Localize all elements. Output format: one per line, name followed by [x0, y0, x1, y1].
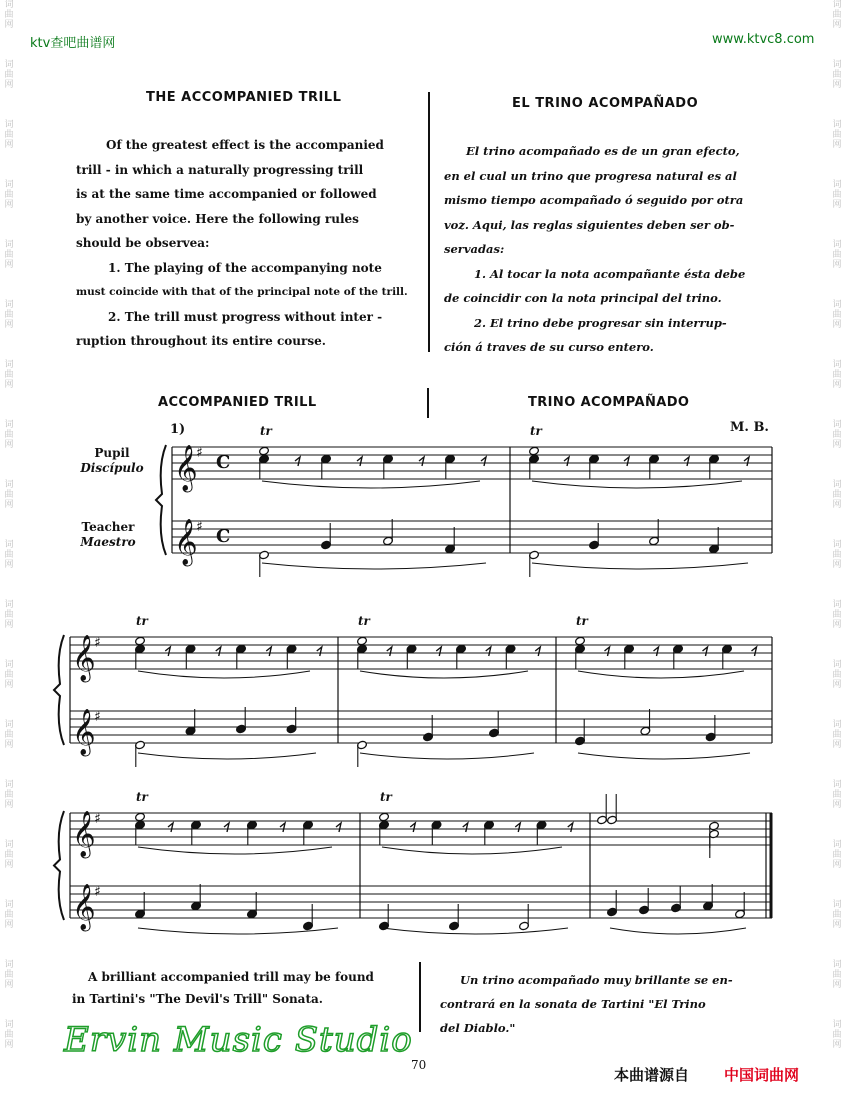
- eighth-rest: [387, 647, 392, 656]
- side-watermark-char: 曲: [4, 370, 14, 380]
- side-watermark-char: 曲: [4, 490, 14, 500]
- eighth-rest: [535, 647, 540, 656]
- eighth-rest: [295, 457, 300, 466]
- footer-es-line: contrará en la sonata de Tartini "El Trino: [440, 997, 706, 1011]
- trill-mark: tr: [136, 790, 148, 804]
- english-rule2-line: ruption throughout its entire course.: [76, 334, 326, 348]
- slur: [578, 671, 744, 678]
- side-watermark-char: 词: [832, 540, 842, 550]
- side-watermark-char: 词: [832, 120, 842, 130]
- note-head: [135, 812, 146, 821]
- treble-clef: 𝄞: [174, 519, 198, 565]
- side-watermark-char: 词: [832, 420, 842, 430]
- side-watermark-char: 词: [4, 900, 14, 910]
- side-watermark-char: 网: [832, 560, 842, 570]
- key-signature-sharp: ♯: [94, 884, 101, 900]
- time-signature: C: [216, 526, 231, 547]
- trill-mark: tr: [260, 424, 272, 438]
- side-watermark-char: 网: [832, 80, 842, 90]
- side-watermark-char: 曲: [4, 130, 14, 140]
- side-watermark-char: 曲: [832, 190, 842, 200]
- spanish-rule2-line: 2. El trino debe progresar sin interrup-: [474, 315, 727, 330]
- side-watermark-char: 曲: [4, 550, 14, 560]
- side-watermark-char: 词: [4, 840, 14, 850]
- side-watermark-char: 词: [4, 540, 14, 550]
- slur: [138, 847, 332, 854]
- treble-clef: 𝄞: [72, 635, 96, 681]
- side-watermark-char: 曲: [832, 370, 842, 380]
- side-watermark-char: 网: [4, 80, 14, 90]
- slur: [382, 847, 562, 854]
- footer-note-en: [72, 966, 374, 1010]
- trill-mark: tr: [530, 424, 542, 438]
- side-watermark-char: 曲: [832, 790, 842, 800]
- note-head: [575, 636, 586, 645]
- side-watermark-char: 词: [4, 660, 14, 670]
- side-watermark-char: 词: [832, 480, 842, 490]
- side-watermark-char: 词: [832, 840, 842, 850]
- footer-es-line: Un trino acompañado muy brillante se en-: [460, 973, 733, 987]
- eighth-rest: [357, 457, 362, 466]
- side-watermark-char: 曲: [832, 250, 842, 260]
- eighth-rest: [168, 823, 173, 832]
- slur: [360, 671, 528, 678]
- music-title-es: TRINO ACOMPAÑADO: [528, 395, 690, 410]
- side-watermark-char: 曲: [832, 70, 842, 80]
- side-watermark-char: 词: [4, 120, 14, 130]
- eighth-rest: [410, 823, 415, 832]
- english-intro-line: Of the greatest effect is the accompanied: [106, 138, 384, 152]
- side-watermark-char: 网: [4, 740, 14, 750]
- side-watermark-char: 词: [832, 360, 842, 370]
- english-intro-line: trill - in which a naturally progressing trill: [76, 162, 364, 177]
- treble-clef: 𝄞: [72, 884, 96, 930]
- eighth-rest: [280, 823, 285, 832]
- side-watermark-char: 曲: [4, 790, 14, 800]
- side-watermark-char: 曲: [832, 310, 842, 320]
- side-watermark-char: 网: [4, 680, 14, 690]
- side-watermark-char: 词: [832, 600, 842, 610]
- side-watermark-char: 曲: [832, 430, 842, 440]
- spanish-intro-line: servadas:: [444, 242, 505, 256]
- spanish-rule2-line: ción á traves de su curso entero.: [444, 340, 654, 354]
- treble-clef: 𝄞: [72, 811, 96, 857]
- studio-watermark: Ervin Music Studio: [64, 1020, 413, 1060]
- side-watermark-char: 网: [832, 260, 842, 270]
- footer-es-line: del Diablo.": [440, 1021, 516, 1035]
- teacher-label-es: Maestro: [80, 535, 136, 549]
- note-head: [357, 636, 368, 645]
- side-watermark-char: 曲: [832, 1030, 842, 1040]
- side-watermark-char: 曲: [4, 670, 14, 680]
- trill-mark: tr: [380, 790, 392, 804]
- slur: [360, 753, 534, 759]
- slur: [578, 753, 750, 759]
- english-rule1-line: must coincide with that of the principal note of the trill.: [76, 286, 408, 298]
- watermark-top-right[interactable]: www.ktvc8.com: [712, 32, 815, 47]
- side-watermark-char: 网: [832, 800, 842, 810]
- side-watermark-char: 网: [832, 620, 842, 630]
- eighth-rest: [654, 647, 659, 656]
- side-watermark-char: 网: [4, 1040, 14, 1050]
- side-watermark-char: 网: [4, 260, 14, 270]
- note-head: [135, 636, 146, 645]
- system-brace: [54, 635, 64, 745]
- slur: [262, 563, 486, 569]
- side-watermark-char: 网: [832, 20, 842, 30]
- spanish-rule1-line: 1. Al tocar la nota acompañante ésta debe: [474, 266, 746, 281]
- key-signature-sharp: ♯: [196, 445, 203, 461]
- side-watermark-char: 网: [832, 320, 842, 330]
- slur: [532, 563, 748, 569]
- eighth-rest: [481, 457, 486, 466]
- side-watermark-char: 网: [4, 320, 14, 330]
- side-watermark-char: 词: [4, 420, 14, 430]
- side-watermark-char: 网: [832, 1040, 842, 1050]
- side-watermark-char: 曲: [832, 910, 842, 920]
- spanish-intro-line: El trino acompañado es de un gran efecto,: [466, 144, 740, 158]
- side-watermark-char: 网: [4, 920, 14, 930]
- side-watermark-char: 曲: [4, 310, 14, 320]
- side-watermark-char: 网: [4, 620, 14, 630]
- watermark-site[interactable]: 中国词曲网: [724, 1066, 800, 1084]
- watermark-top-left[interactable]: ktv查吧曲谱网: [30, 36, 116, 51]
- side-watermark-char: 词: [4, 60, 14, 70]
- eighth-rest: [216, 647, 221, 656]
- footer-en-line: in Tartini's "The Devil's Trill" Sonata.: [72, 992, 323, 1006]
- side-watermark-char: 词: [4, 180, 14, 190]
- side-watermark-char: 词: [4, 960, 14, 970]
- side-watermark-char: 网: [4, 560, 14, 570]
- side-watermark-char: 曲: [832, 610, 842, 620]
- side-watermark-char: 曲: [832, 130, 842, 140]
- eighth-rest: [703, 647, 708, 656]
- slur: [138, 671, 310, 678]
- trill-mark: tr: [136, 614, 148, 628]
- side-watermark-char: 网: [4, 860, 14, 870]
- side-watermark-char: 网: [4, 500, 14, 510]
- english-rule2-line: 2. The trill must progress without inter -: [108, 309, 383, 324]
- side-watermark-char: 网: [832, 680, 842, 690]
- eighth-rest: [317, 647, 322, 656]
- side-watermark-char: 网: [4, 440, 14, 450]
- side-watermark-char: 曲: [832, 850, 842, 860]
- teacher-label-en: Teacher: [81, 520, 135, 534]
- side-watermark-char: 曲: [4, 250, 14, 260]
- side-watermark-char: 词: [832, 60, 842, 70]
- side-watermark-char: 词: [832, 0, 842, 10]
- side-watermark-char: 词: [832, 240, 842, 250]
- side-watermark-char: 词: [832, 660, 842, 670]
- side-watermark-char: 词: [4, 720, 14, 730]
- key-signature-sharp: ♯: [94, 709, 101, 725]
- side-watermark-char: 词: [832, 300, 842, 310]
- pupil-label-es: Discípulo: [80, 461, 144, 475]
- slur: [138, 753, 316, 759]
- eighth-rest: [266, 647, 271, 656]
- spanish-rule1-line: de coincidir con la nota principal del trino.: [444, 291, 722, 305]
- side-watermark-char: 词: [832, 1020, 842, 1030]
- side-watermark-char: 词: [4, 600, 14, 610]
- side-watermark-char: 曲: [832, 730, 842, 740]
- side-watermark-char: 词: [832, 780, 842, 790]
- side-watermark-char: 词: [4, 240, 14, 250]
- eighth-rest: [684, 457, 689, 466]
- eighth-rest: [564, 457, 569, 466]
- side-watermark-char: 词: [4, 0, 14, 10]
- eighth-rest: [744, 457, 749, 466]
- side-watermark-char: 词: [832, 180, 842, 190]
- side-watermark-char: 曲: [832, 490, 842, 500]
- side-watermark-char: 网: [832, 380, 842, 390]
- eighth-rest: [436, 647, 441, 656]
- side-watermark-char: 曲: [4, 910, 14, 920]
- system-brace: [54, 811, 64, 920]
- eighth-rest: [752, 647, 757, 656]
- watermark-source: 本曲谱源自: [614, 1066, 690, 1084]
- spanish-heading: EL TRINO ACOMPAÑADO: [512, 96, 699, 111]
- eighth-rest: [624, 457, 629, 466]
- side-watermark-char: 网: [832, 440, 842, 450]
- key-signature-sharp: ♯: [196, 519, 203, 535]
- key-signature-sharp: ♯: [94, 811, 101, 827]
- side-watermark-char: 曲: [4, 730, 14, 740]
- eighth-rest: [336, 823, 341, 832]
- author-initials: M. B.: [730, 420, 769, 435]
- slur: [610, 928, 746, 934]
- side-watermark-char: 词: [4, 480, 14, 490]
- music-title-en: ACCOMPANIED TRILL: [158, 395, 317, 410]
- eighth-rest: [224, 823, 229, 832]
- side-watermark-char: 网: [832, 500, 842, 510]
- english-intro-line: by another voice. Here the following rules: [76, 211, 359, 226]
- eighth-rest: [568, 823, 573, 832]
- side-watermark-char: 词: [4, 300, 14, 310]
- side-watermark-char: 网: [832, 920, 842, 930]
- side-watermark-char: 网: [4, 20, 14, 30]
- time-signature: C: [216, 452, 231, 473]
- trill-mark: tr: [576, 614, 588, 628]
- english-heading: THE ACCOMPANIED TRILL: [146, 90, 342, 105]
- side-watermark-char: 网: [4, 200, 14, 210]
- side-watermark-char: 词: [4, 780, 14, 790]
- eighth-rest: [463, 823, 468, 832]
- page-number: 70: [411, 1058, 427, 1072]
- note-head: [529, 446, 540, 455]
- side-watermark-char: 曲: [832, 670, 842, 680]
- side-watermark-char: 曲: [4, 10, 14, 20]
- side-watermark-char: 词: [832, 900, 842, 910]
- side-watermark-char: 曲: [4, 970, 14, 980]
- side-watermark-char: 网: [832, 140, 842, 150]
- treble-clef: 𝄞: [72, 709, 96, 755]
- trill-mark: tr: [358, 614, 370, 628]
- eighth-rest: [605, 647, 610, 656]
- side-watermark-char: 曲: [4, 430, 14, 440]
- side-watermark-char: 网: [832, 200, 842, 210]
- side-watermark-char: 网: [4, 380, 14, 390]
- side-watermark-char: 词: [4, 360, 14, 370]
- slur: [262, 481, 480, 488]
- eighth-rest: [165, 647, 170, 656]
- side-watermark-char: 曲: [4, 190, 14, 200]
- footer-note-es: [440, 968, 733, 1040]
- note-head: [379, 812, 390, 821]
- note-head: [259, 446, 270, 455]
- english-intro-line: is at the same time accompanied or followed: [76, 187, 377, 201]
- side-watermark-char: 曲: [4, 70, 14, 80]
- side-watermark-char: 曲: [4, 610, 14, 620]
- system-brace: [156, 445, 166, 555]
- side-watermark-char: 词: [832, 960, 842, 970]
- side-watermark-char: 网: [832, 740, 842, 750]
- side-watermark-char: 网: [4, 980, 14, 990]
- spanish-intro-line: voz. Aqui, las reglas siguientes deben ser ob-: [444, 217, 735, 232]
- example-number: 1): [170, 422, 186, 437]
- english-rule1-line: 1. The playing of the accompanying note: [108, 260, 382, 275]
- side-watermark-char: 网: [832, 860, 842, 870]
- side-watermark-char: 曲: [832, 550, 842, 560]
- side-watermark-char: 词: [4, 1020, 14, 1030]
- treble-clef: 𝄞: [174, 445, 198, 491]
- eighth-rest: [419, 457, 424, 466]
- english-intro-line: should be observea:: [76, 236, 210, 250]
- key-signature-sharp: ♯: [94, 635, 101, 651]
- side-watermark-char: 曲: [4, 850, 14, 860]
- footer-divider: [419, 962, 421, 1032]
- side-watermark-char: 曲: [832, 10, 842, 20]
- side-watermark-char: 曲: [4, 1030, 14, 1040]
- spanish-intro-line: mismo tiempo acompañado ó seguido por otra: [444, 193, 744, 207]
- eighth-rest: [515, 823, 520, 832]
- pupil-label-en: Pupil: [94, 446, 130, 460]
- side-watermark-char: 网: [4, 140, 14, 150]
- footer-en-line: A brilliant accompanied trill may be found: [88, 970, 374, 984]
- side-watermark-char: 网: [832, 980, 842, 990]
- side-watermark-char: 曲: [832, 970, 842, 980]
- spanish-intro-line: en el cual un trino que progresa natural es al: [444, 168, 737, 183]
- slur: [382, 928, 568, 934]
- side-watermark-char: 词: [832, 720, 842, 730]
- slur: [532, 481, 742, 488]
- eighth-rest: [486, 647, 491, 656]
- side-watermark-char: 网: [4, 800, 14, 810]
